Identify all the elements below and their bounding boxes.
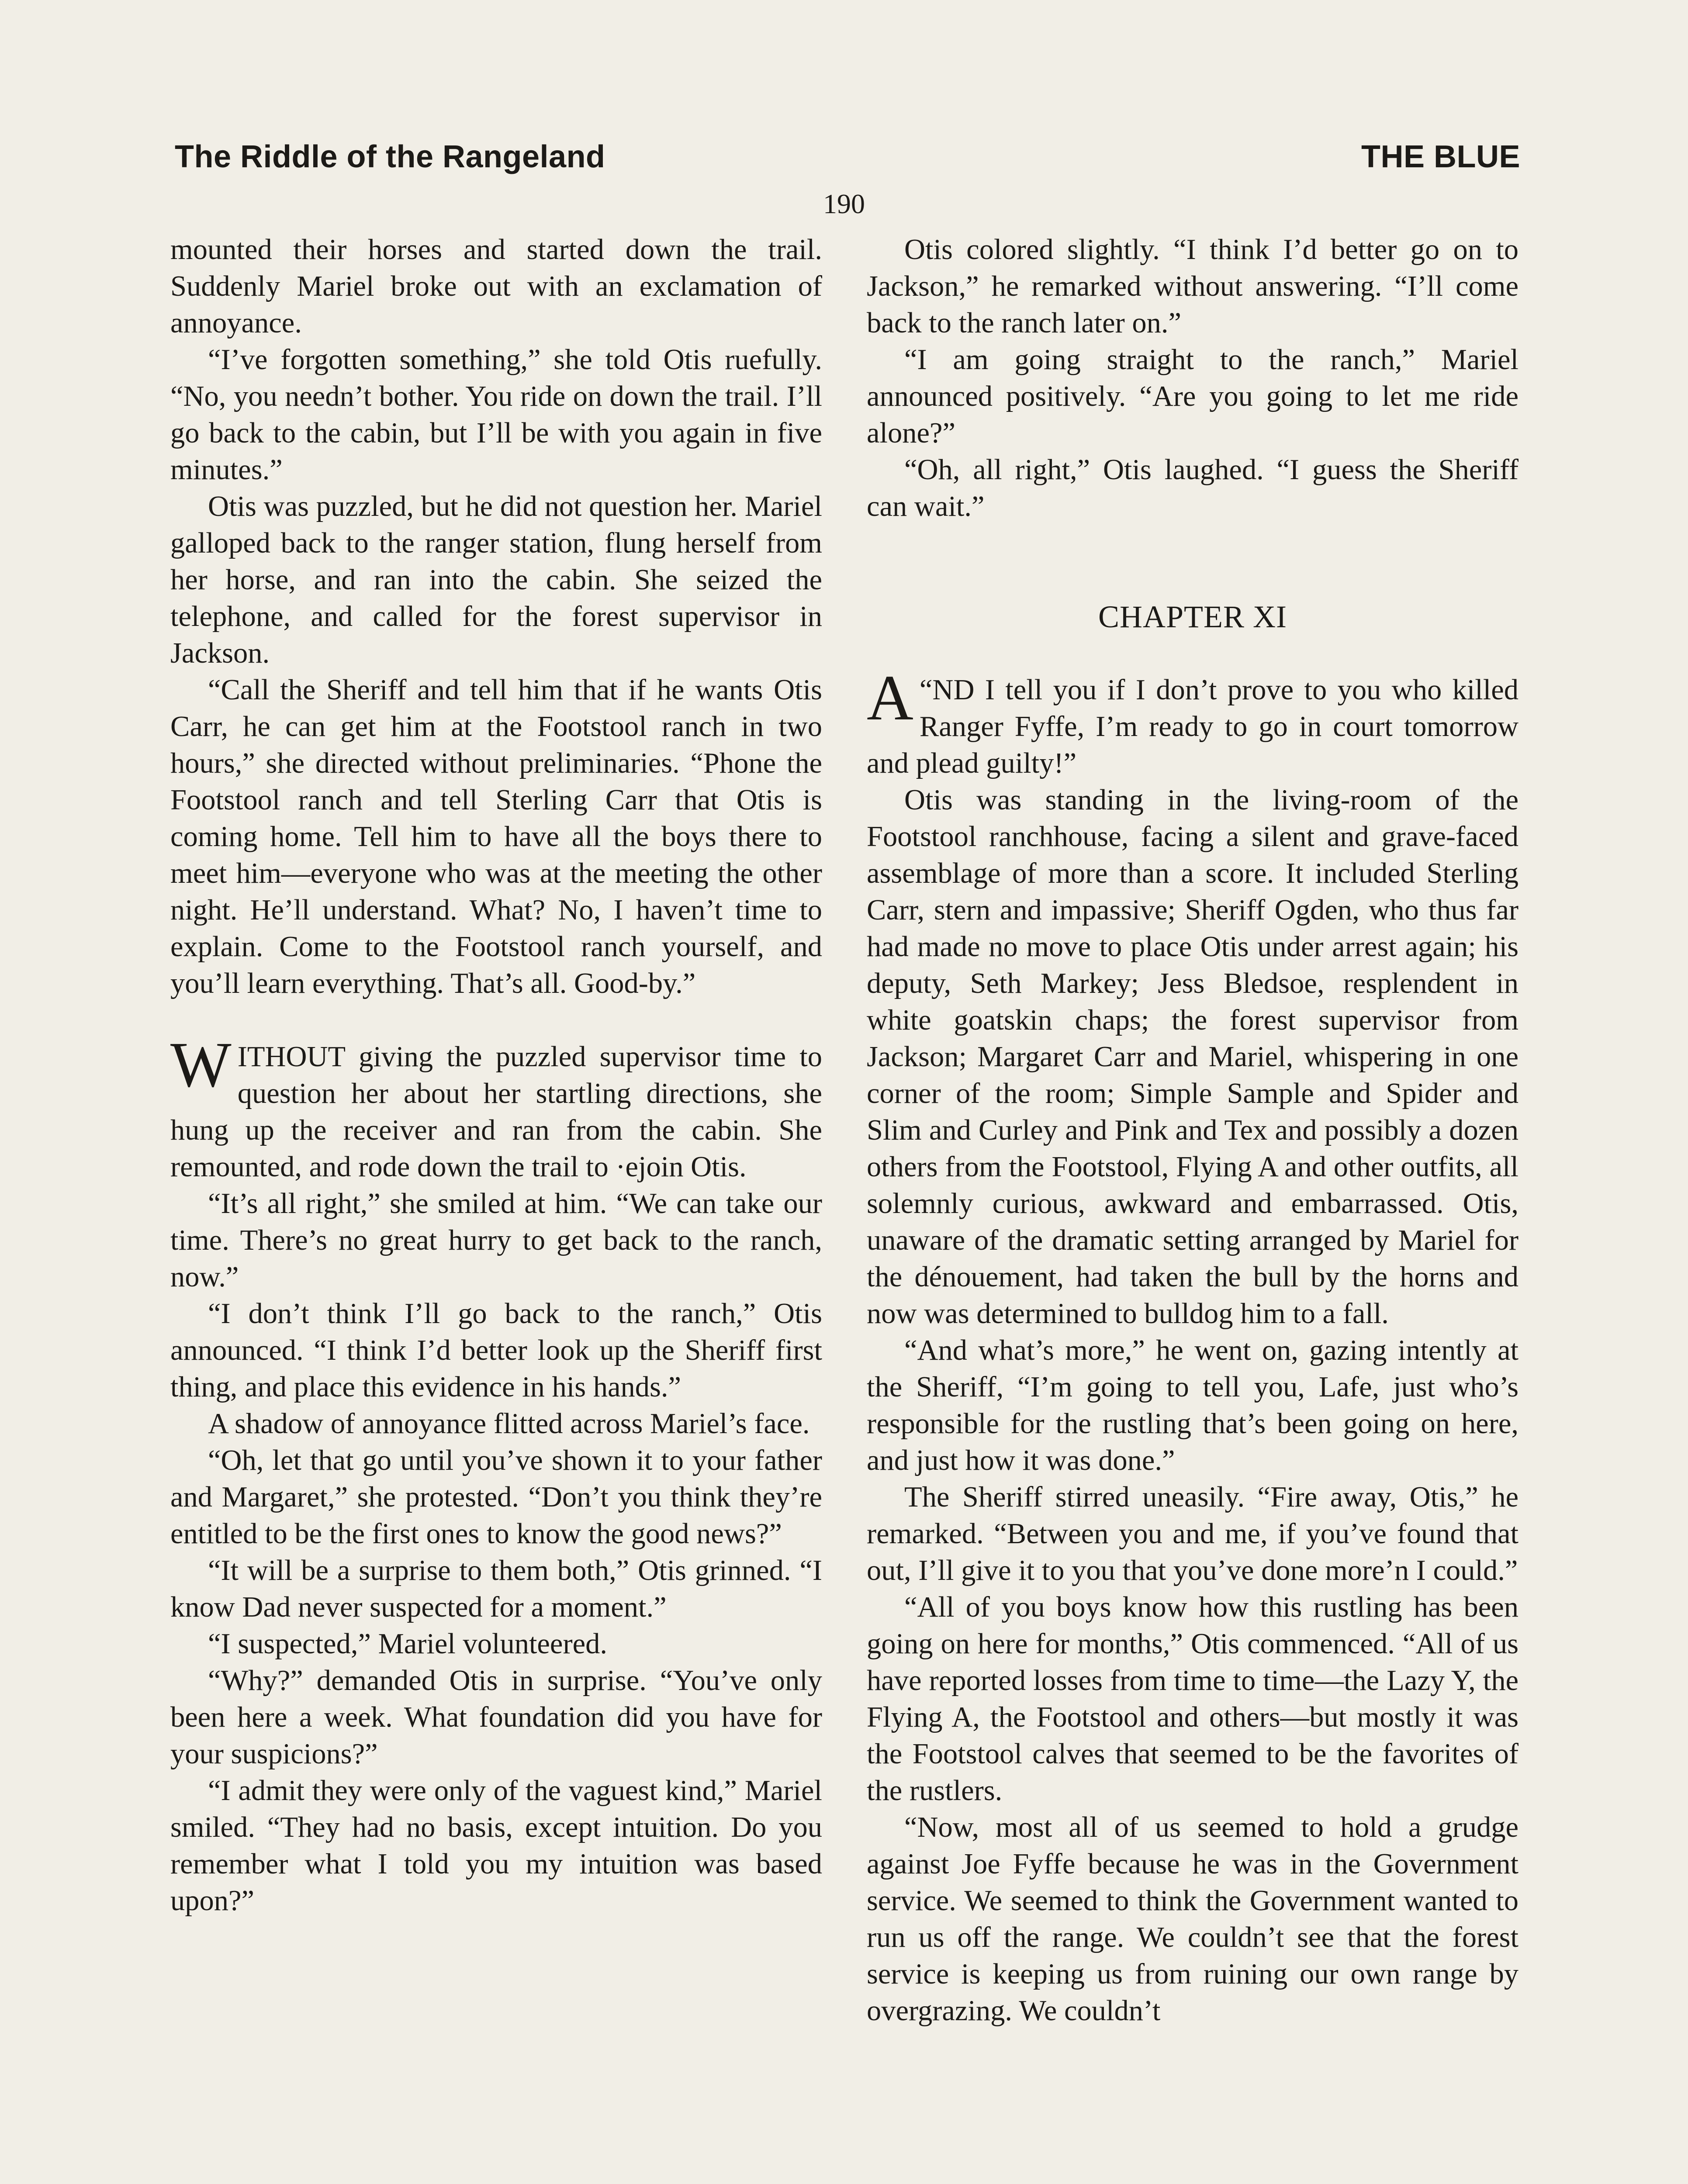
paragraph: “And what’s more,” he went on, gazing intently at the Sheriff, “I’m going to tell you, Lafe, just who’s responsible for the rustling that’s been going on here, and just how it was done.”: [867, 1334, 1519, 1476]
section-opening-paragraph: [170, 1029, 822, 1185]
paragraph: “It will be a surprise to them both,” Otis grinned. “I know Dad never suspected for a moment.”: [170, 1555, 822, 1623]
chapter-opening-text: ND I tell you if I don’t prove to you who killed Ranger Fyffe, I’m ready to go in court tomorrow and plead guilty!”: [867, 674, 1519, 779]
paragraph: “All of you boys know how this rustling has been going on here for months,” Otis commenced. “All of us have reported losses from time to time—the Lazy Y, the Flying A, the Footstool and others—but mostly it was the Footstool calves that seemed to be the favorites of the rustlers.: [867, 1591, 1519, 1807]
paragraph: Otis colored slightly. “I think I’d better go on to Jackson,” he remarked without answering. “I’ll come back to the ranch later on.”: [867, 234, 1519, 339]
paragraph: “Now, most all of us seemed to hold a grudge against Joe Fyffe because he was in the Government service. We seemed to think the Government wanted to run us off the range. We couldn’t see that the forest service is keeping us from ruining our own range by overgrazing. We couldn’t: [867, 1811, 1519, 2027]
story-title: The Riddle of the Rangeland: [175, 139, 605, 174]
open-quote: “: [919, 674, 933, 706]
running-header: [175, 139, 1520, 175]
paragraph: “Oh, all right,” Otis laughed. “I guess the Sheriff can wait.”: [867, 454, 1519, 522]
paragraph: “I suspected,” Mariel volunteered.: [208, 1628, 607, 1660]
paragraph: “I don’t think I’ll go back to the ranch,” Otis announced. “I think I’d better look up the Sheriff first thing, and place this evidence in his hands.”: [170, 1298, 822, 1403]
magazine-title: THE BLUE: [1361, 139, 1520, 174]
chapter-opening-paragraph: [867, 662, 1519, 782]
paragraph: “Oh, let that go until you’ve shown it to your father and Margaret,” she protested. “Don’t you think they’re entitled to be the first ones to know the good news?”: [170, 1444, 822, 1550]
paragraph: “Why?” demanded Otis in surprise. “You’ve only been here a week. What foundation did you have for your suspicions?”: [170, 1665, 822, 1770]
left-column: [170, 232, 822, 1919]
paragraph: Otis was puzzled, but he did not question her. Mariel galloped back to the ranger station, flung herself from her horse, and ran into the cabin. She seized the telephone, and called for the forest supervisor in Jackson.: [170, 491, 822, 669]
paragraph: “I am going straight to the ranch,” Mariel announced positively. “Are you going to let me ride alone?”: [867, 344, 1519, 449]
paragraph: A shadow of annoyance flitted across Mariel’s face.: [208, 1408, 810, 1440]
paragraph: Otis was standing in the living-room of the Footstool ranchhouse, facing a silent and grave-faced assemblage of more than a score. It included Sterling Carr, stern and impassive; Sheriff Ogden, who thus far had made no move to place Otis under arrest again; his deputy, Seth Markey; Jess Bledsoe, resplendent in white goatskin chaps; the forest supervisor from Jackson; Margaret Carr and Mariel, whispering in one corner of the room; Simple Sample and Spider and Slim and Curley and Pink and Tex and possibly a dozen others from the Footstool, Flying A and other outfits, all solemnly curious, awkward and embarrassed. Otis, unaware of the dramatic setting arranged by Mariel for the dénouement, had taken the bull by the horns and now was determined to bulldog him to a fall.: [867, 784, 1519, 1330]
right-column: [867, 232, 1519, 2029]
drop-cap: A: [867, 662, 913, 734]
page-number: 190: [823, 188, 865, 219]
paragraph: mounted their horses and started down the trail. Suddenly Mariel broke out with an exclamation of annoyance.: [170, 234, 822, 339]
paragraph: “I admit they were only of the vaguest kind,” Mariel smiled. “They had no basis, except intuition. Do you remember what I told you my intuition was based upon?”: [170, 1775, 822, 1917]
drop-cap: W: [170, 1029, 232, 1101]
paragraph: “It’s all right,” she smiled at him. “We can take our time. There’s no great hurry to get back to the ranch, now.”: [170, 1188, 822, 1293]
paragraph: “Call the Sheriff and tell him that if he wants Otis Carr, he can get him at the Footstool ranch in two hours,” she directed without preliminaries. “Phone the Footstool ranch and tell Sterling Carr that Otis is coming home. Tell him to have all the boys there to meet him—everyone who was at the meeting the other night. He’ll understand. What? No, I haven’t time to explain. Come to the Footstool ranch yourself, and you’ll learn everything. That’s all. Good-by.”: [170, 674, 822, 999]
chapter-heading: CHAPTER XI: [1098, 599, 1287, 634]
paragraph: “I’ve forgotten something,” she told Otis ruefully. “No, you needn’t bother. You ride on down the trail. I’ll go back to the cabin, but I’ll be with you again in five minutes.”: [170, 344, 822, 486]
paragraph: The Sheriff stirred uneasily. “Fire away, Otis,” he remarked. “Between you and me, if you’ve found that out, I’ll give it to you that you’ve done more’n I could.”: [867, 1481, 1519, 1586]
section-opening-text: ITHOUT giving the puzzled supervisor time to question her about her startling directions, she hung up the receiver and ran from the cabin. She remounted, and rode down the trail to ·ejoin Otis.: [170, 1041, 822, 1183]
